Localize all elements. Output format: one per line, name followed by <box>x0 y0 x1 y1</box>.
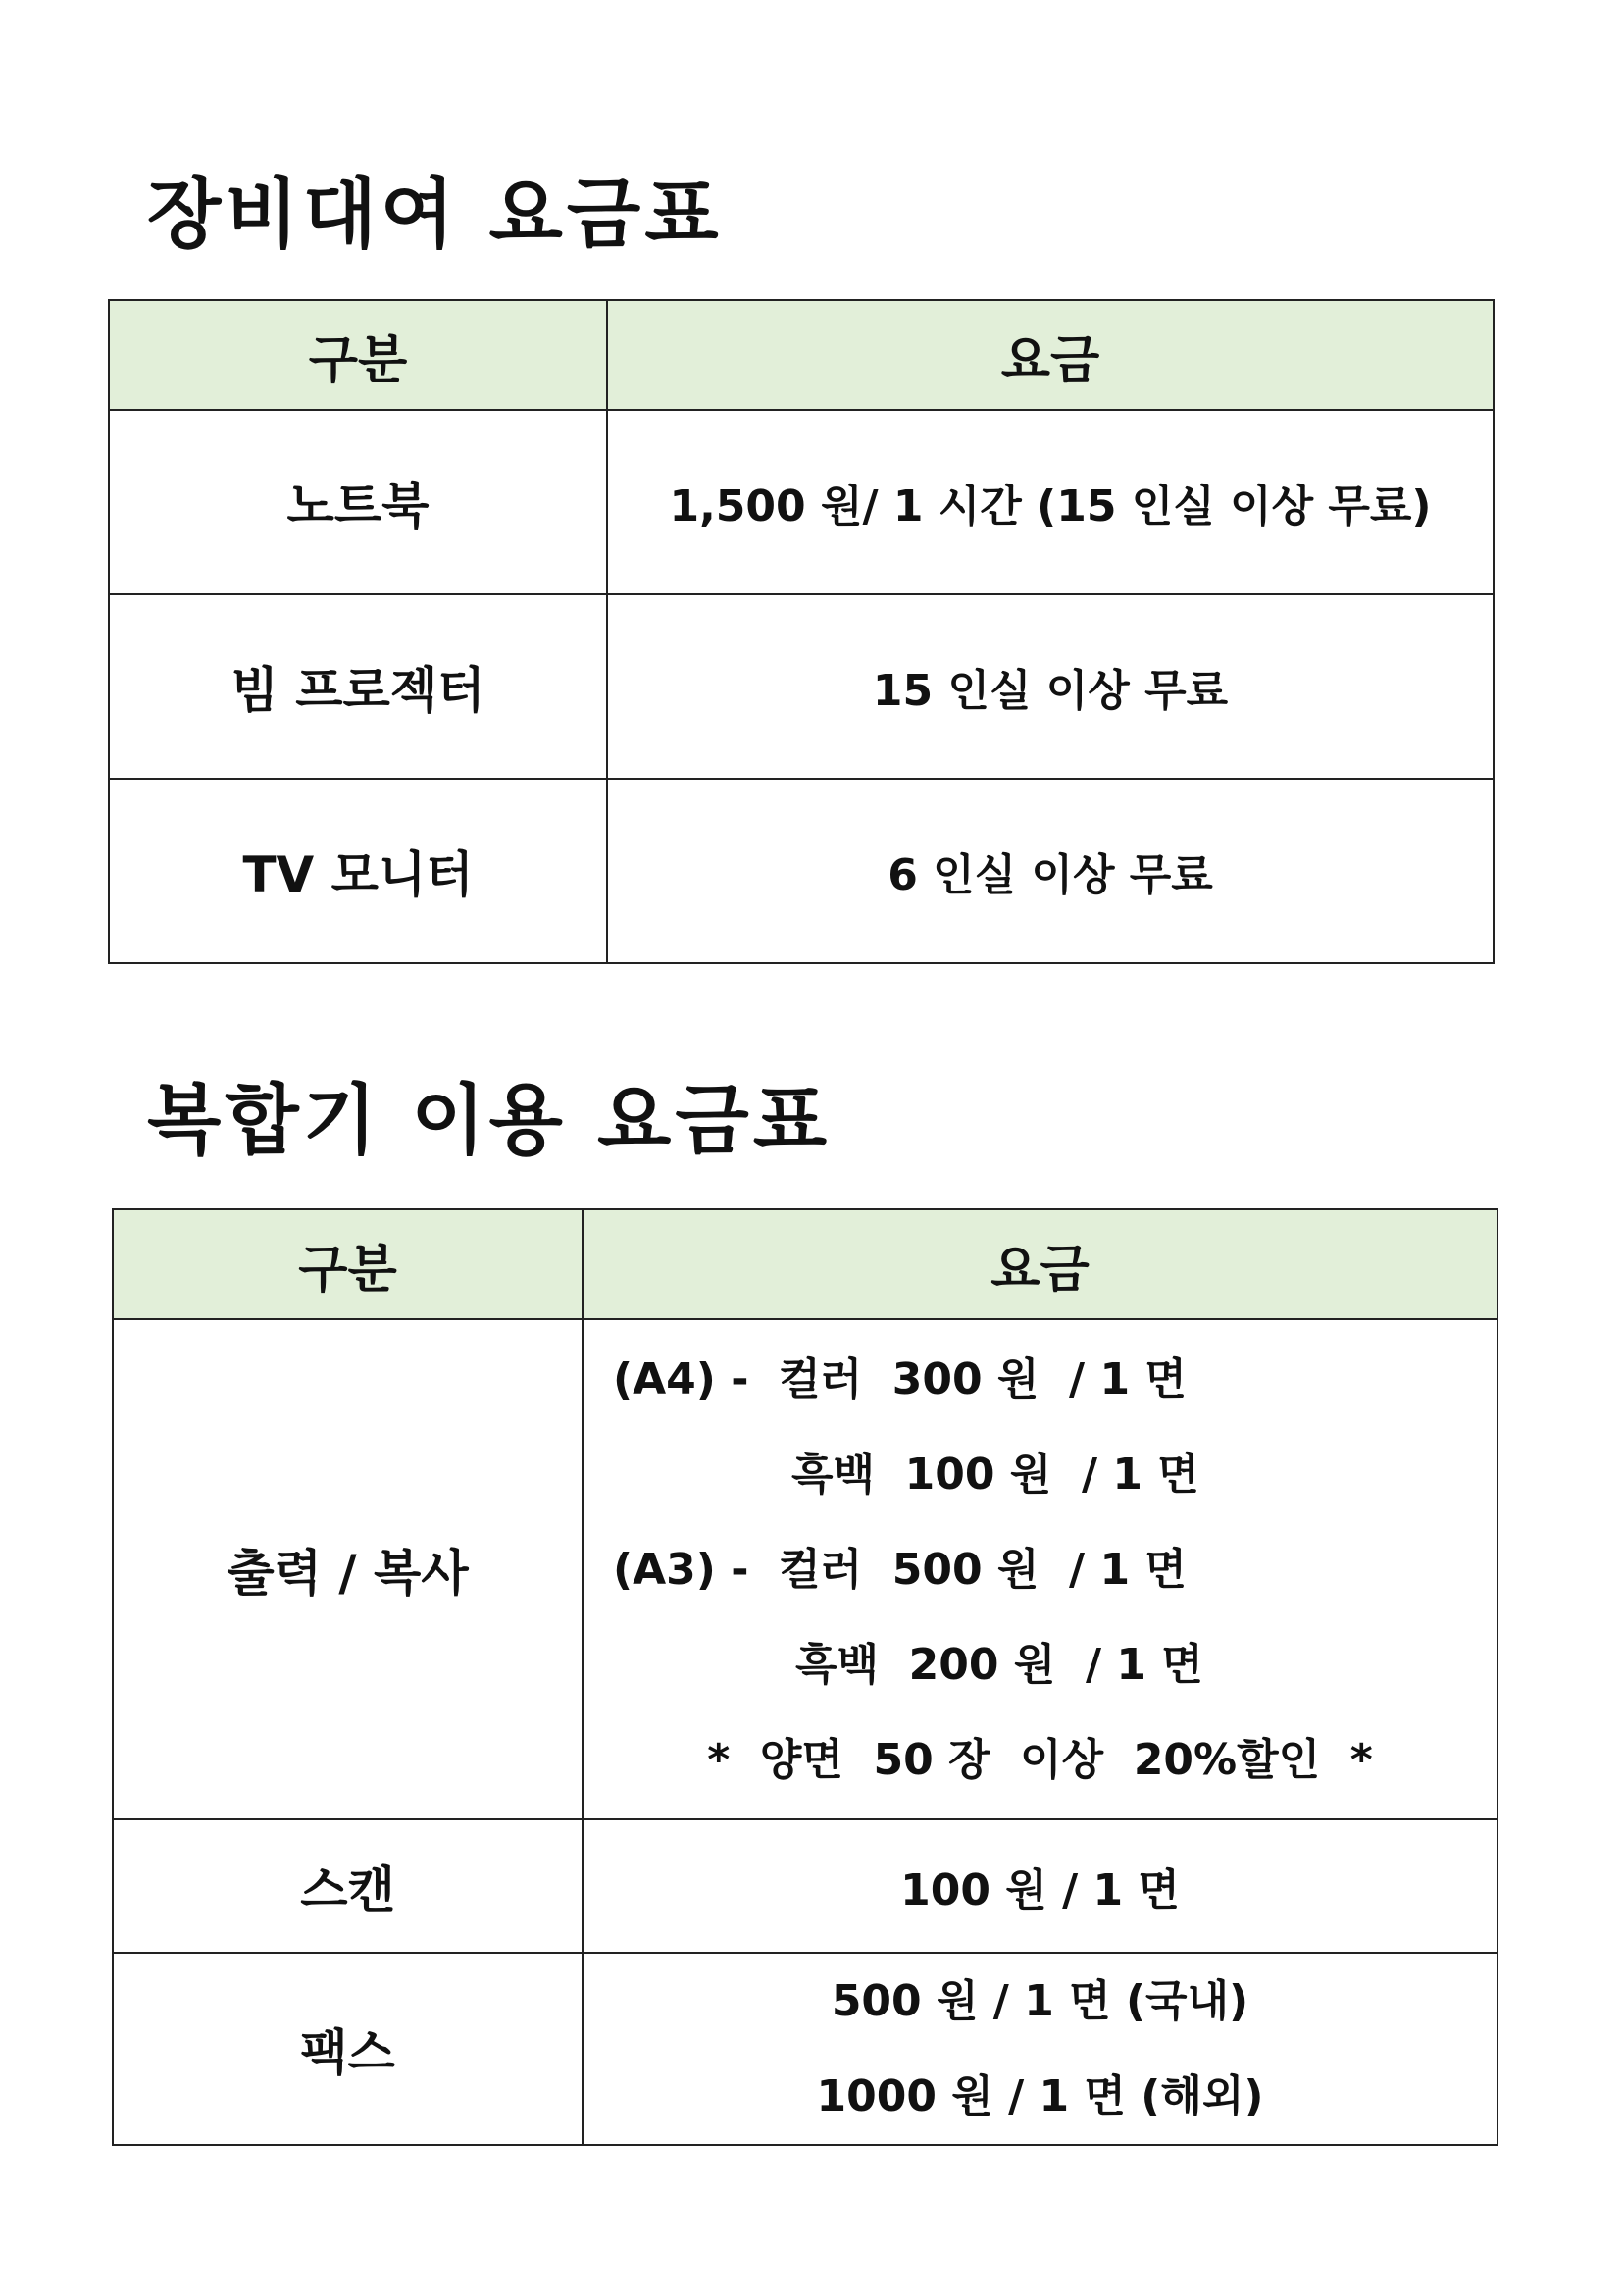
row-category-projector: 빔 프로젝터 <box>109 594 607 779</box>
table-row <box>109 410 1494 594</box>
row-category-print-copy: 출력 / 복사 <box>113 1319 583 1819</box>
row-fee-laptop: 1,500 원/ 1 시간 (15 인실 이상 무료) <box>607 410 1494 594</box>
header-fee: 요금 <box>607 300 1494 410</box>
printer-title: 복합기 이용 요금표 <box>147 1077 832 1165</box>
rental-fee-table <box>108 299 1495 964</box>
row-fee-projector: 15 인실 이상 무료 <box>607 594 1494 779</box>
row-fee-print-copy <box>583 1319 1497 1819</box>
fee-line-fax-overseas: 1000 원 / 1 면 (해외) <box>816 2071 1264 2121</box>
fee-line-a3-color: (A3) - 컬러 500 원 / 1 면 <box>613 1544 1187 1595</box>
header-fee: 요금 <box>583 1209 1497 1319</box>
row-fee-tv-monitor: 6 인실 이상 무료 <box>607 779 1494 963</box>
row-fee-scan: 100 원 / 1 면 <box>583 1819 1497 1953</box>
header-category: 구분 <box>109 300 607 410</box>
row-category-tv-monitor: TV 모니터 <box>109 779 607 963</box>
fee-line-duplex-discount: * 양면 50 장 이상 20%할인 * <box>707 1734 1373 1785</box>
table-header-row <box>109 300 1494 410</box>
rental-title: 장비대여 요금표 <box>147 171 723 259</box>
row-category-scan: 스캔 <box>113 1819 583 1953</box>
table-row <box>113 1819 1497 1953</box>
header-category: 구분 <box>113 1209 583 1319</box>
fee-line-fax-domestic: 500 원 / 1 면 (국내) <box>831 1976 1249 2026</box>
table-row <box>113 1319 1497 1819</box>
fee-line-a3-bw: 흑백 200 원 / 1 면 <box>795 1639 1203 1690</box>
row-category-laptop: 노트북 <box>109 410 607 594</box>
table-header-row <box>113 1209 1497 1319</box>
fee-line-a4-color: (A4) - 컬러 300 원 / 1 면 <box>613 1353 1187 1404</box>
row-fee-fax <box>583 1953 1497 2145</box>
table-row <box>109 594 1494 779</box>
table-row <box>109 779 1494 963</box>
table-row <box>113 1953 1497 2145</box>
row-category-fax: 팩스 <box>113 1953 583 2145</box>
printer-fee-table <box>112 1208 1498 2146</box>
fee-line-a4-bw: 흑백 100 원 / 1 면 <box>791 1449 1199 1500</box>
